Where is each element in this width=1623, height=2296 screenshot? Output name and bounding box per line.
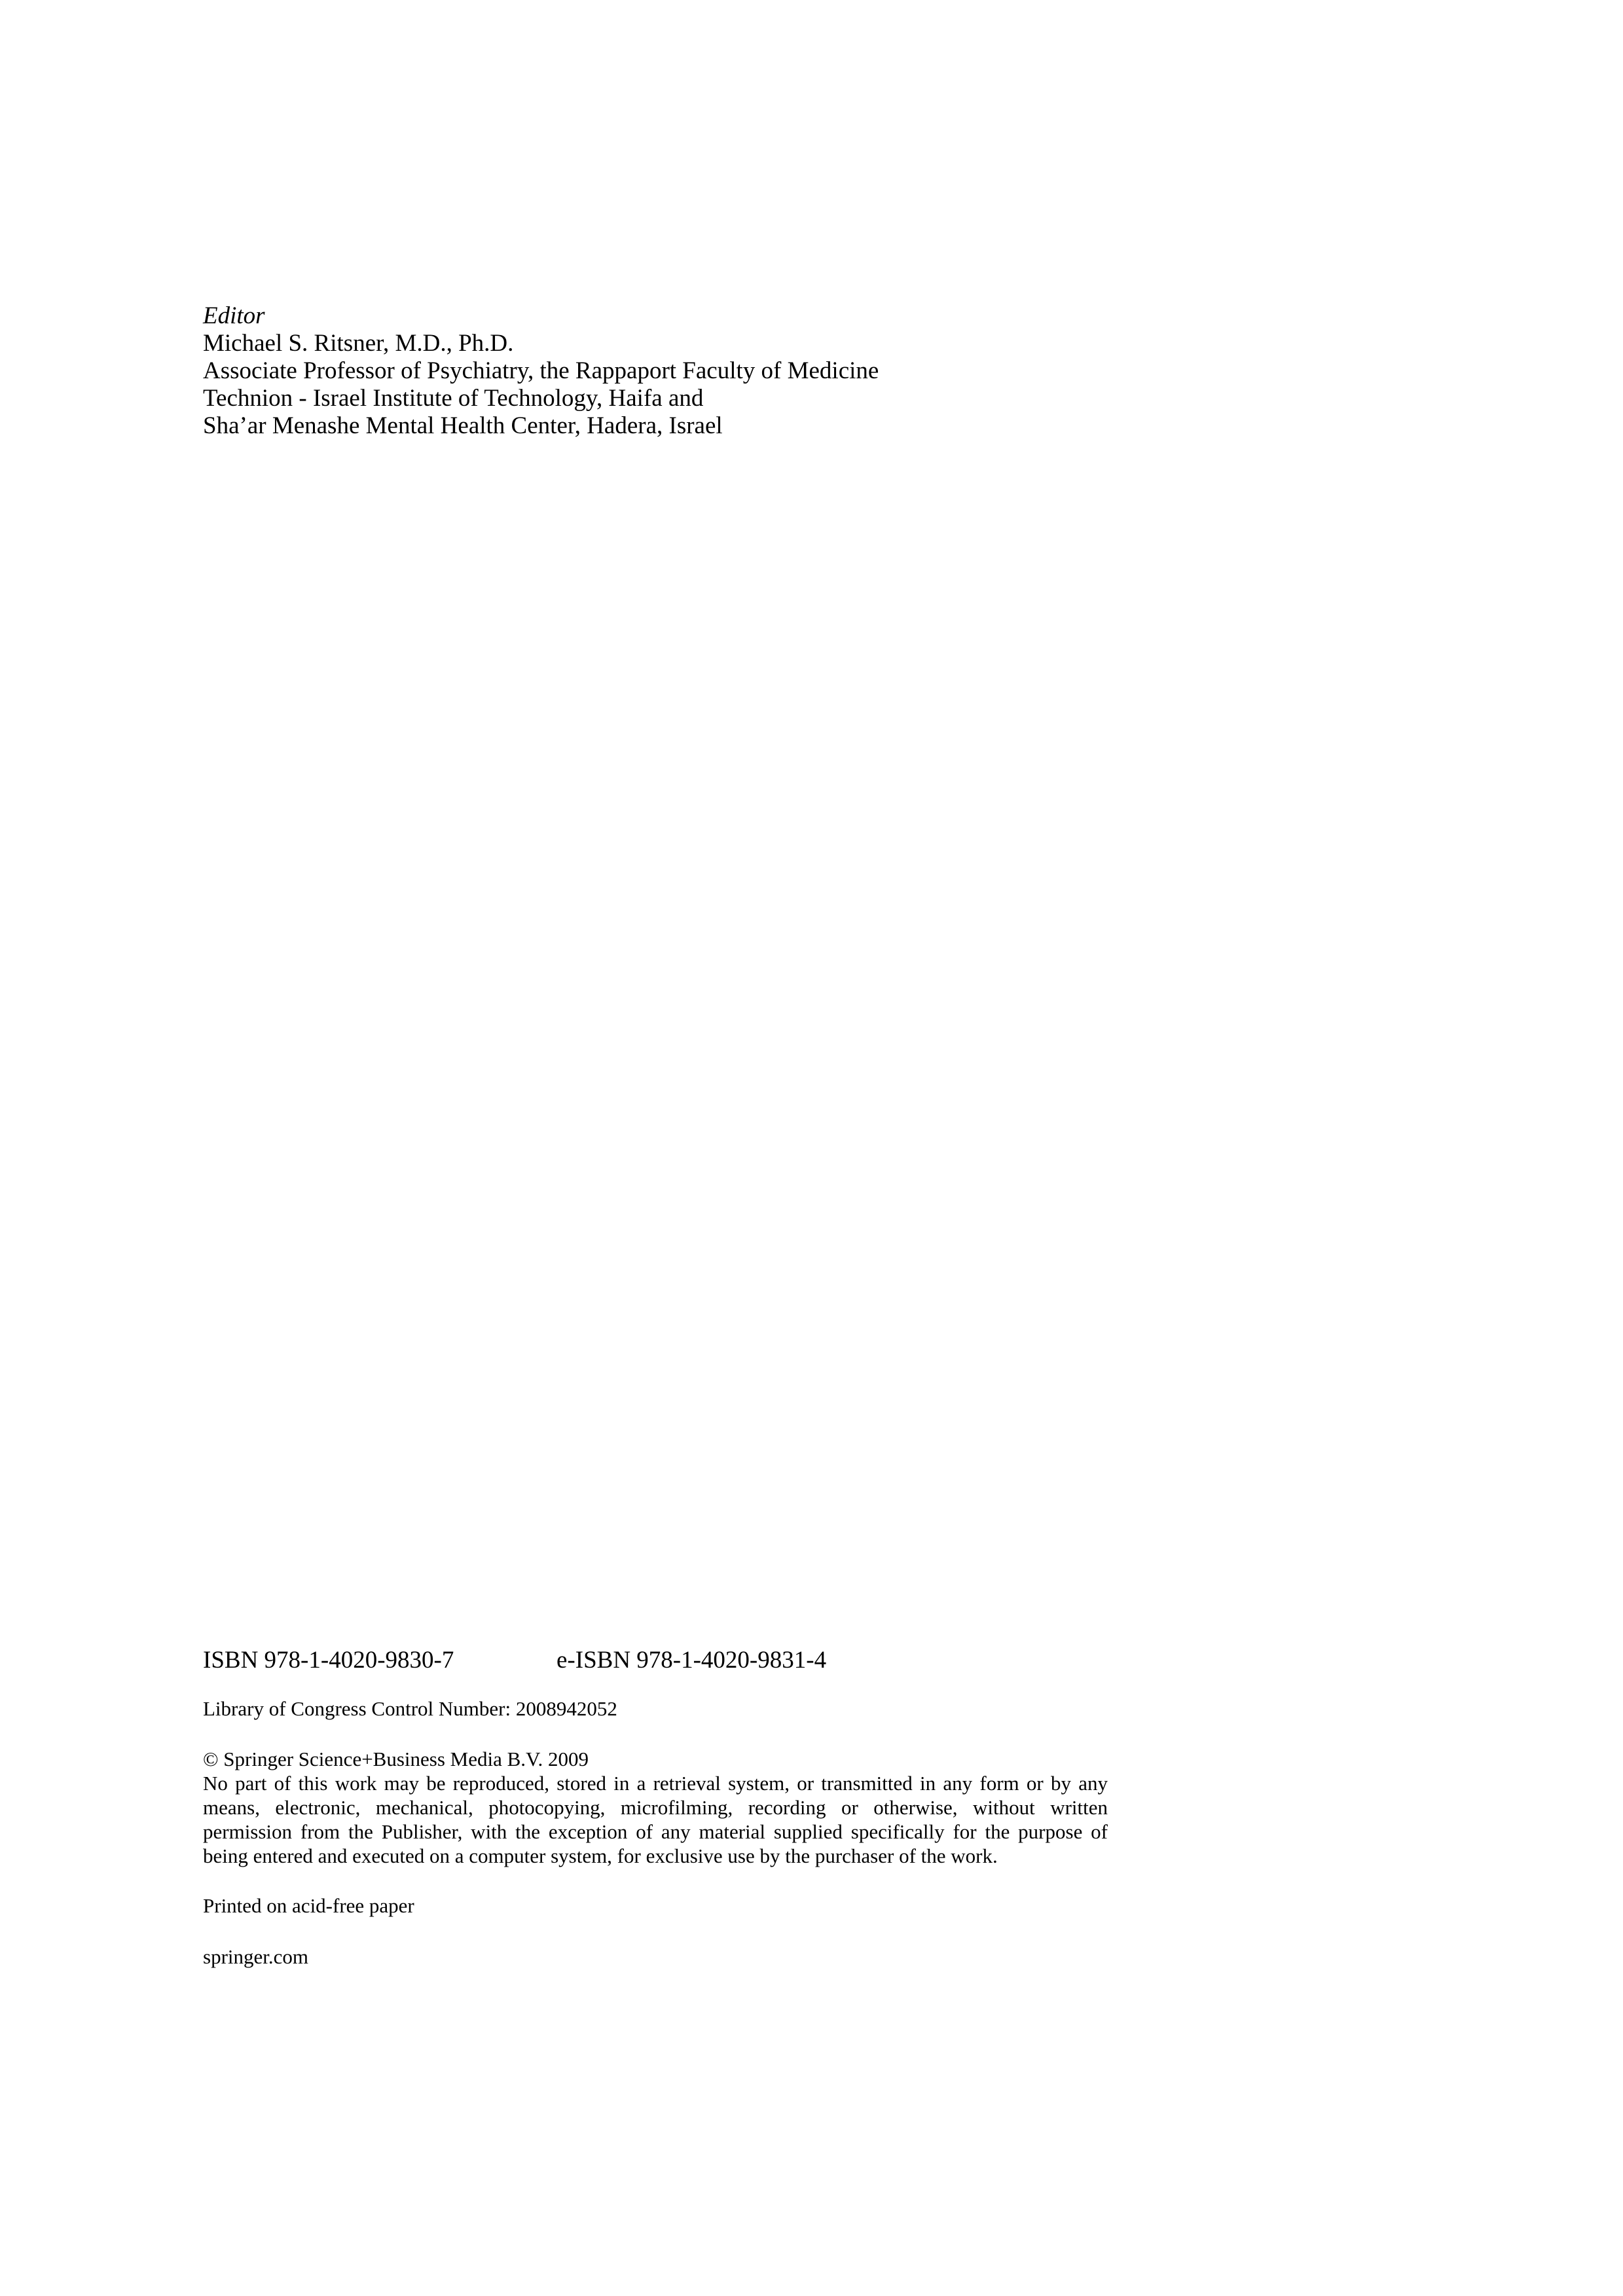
copyright-notice: © Springer Science+Business Media B.V. 2009 (203, 1748, 589, 1770)
editor-role: Editor (203, 302, 265, 329)
editor-affiliation-line: Sha’ar Menashe Mental Health Center, Hadera, Israel (203, 412, 723, 439)
editor-affiliation-line: Associate Professor of Psychiatry, the Rappaport Faculty of Medicine (203, 357, 879, 384)
printed-note: Printed on acid-free paper (203, 1894, 414, 1917)
isbn-print: ISBN 978-1-4020-9830-7 (203, 1647, 454, 1674)
copyright-block (203, 1747, 1108, 1868)
editor-affiliation-line: Technion - Israel Institute of Technology, Haifa and (203, 385, 704, 412)
isbn-electronic: e-ISBN 978-1-4020-9831-4 (556, 1647, 827, 1674)
editor-name: Michael S. Ritsner, M.D., Ph.D. (203, 330, 514, 357)
editor-block (203, 302, 1185, 440)
lccn: Library of Congress Control Number: 2008942052 (203, 1697, 617, 1720)
rights-statement: No part of this work may be reproduced, stored in a retrieval system, or transmitted in any form or by any means, electronic, mechanical, photocopying, microfilming, recording or otherwise, without written permission from the Publisher, with the exception of any material supplied specifically for the purpose of being entered and executed on a computer system, for exclusive use by the purchaser of the work. (203, 1772, 1108, 1867)
website: springer.com (203, 1945, 308, 1968)
